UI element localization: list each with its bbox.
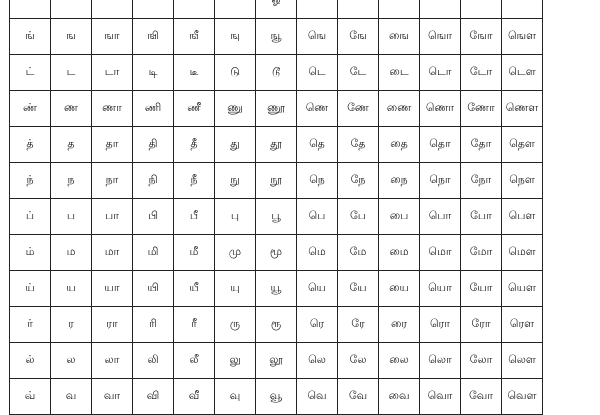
letter-cell	[174, 0, 215, 19]
letter-cell: மு	[215, 235, 256, 271]
letter-cell: மா	[92, 235, 133, 271]
letter-cell: லெ	[297, 343, 338, 379]
letter-cell: வீ	[174, 379, 215, 415]
letter-cell: யா	[92, 271, 133, 307]
letter-cell: ஙி	[133, 19, 174, 55]
letter-cell: வி	[133, 379, 174, 415]
letter-cell: டொ	[420, 55, 461, 91]
letter-cell: மொ	[420, 235, 461, 271]
letter-cell: யை	[379, 271, 420, 307]
letter-cell: யி	[133, 271, 174, 307]
letter-cell: மெ	[297, 235, 338, 271]
letter-cell: நா	[92, 163, 133, 199]
letter-cell: ணூ	[256, 91, 297, 127]
letter-cell: ரீ	[174, 307, 215, 343]
letter-cell: ட	[51, 55, 92, 91]
letter-cell: பா	[92, 199, 133, 235]
letter-cell: டெ	[297, 55, 338, 91]
letter-cell: தே	[338, 127, 379, 163]
letter-cell: ரு	[215, 307, 256, 343]
letter-cell: ஙா	[92, 19, 133, 55]
letter-cell: ப	[51, 199, 92, 235]
letter-grid-body	[10, 0, 543, 415]
letter-cell: ஙே	[338, 19, 379, 55]
letter-cell: லே	[338, 343, 379, 379]
letter-cell	[379, 0, 420, 19]
letter-cell: ஙௌ	[502, 19, 543, 55]
letter-cell: ணி	[133, 91, 174, 127]
letter-cell: டீ	[174, 55, 215, 91]
letter-cell: ஙெ	[297, 19, 338, 55]
letter-cell: லொ	[420, 343, 461, 379]
letter-cell: போ	[461, 199, 502, 235]
table-row	[10, 379, 543, 415]
letter-cell: நீ	[174, 163, 215, 199]
letter-cell: யூ	[256, 271, 297, 307]
table-row	[10, 199, 543, 235]
letter-cell: பெ	[297, 199, 338, 235]
table-row	[10, 55, 543, 91]
letter-cell: தி	[133, 127, 174, 163]
letter-cell: லை	[379, 343, 420, 379]
letter-cell: ங	[51, 19, 92, 55]
letter-cell: டு	[215, 55, 256, 91]
letter-cell: நூ	[256, 163, 297, 199]
letter-cell: யே	[338, 271, 379, 307]
letter-cell: மூ	[256, 235, 297, 271]
letter-cell: ல	[51, 343, 92, 379]
table-row	[10, 91, 543, 127]
letter-cell: ணோ	[461, 91, 502, 127]
letter-cell: வு	[215, 379, 256, 415]
letter-cell: வோ	[461, 379, 502, 415]
letter-cell: பீ	[174, 199, 215, 235]
letter-cell: மி	[133, 235, 174, 271]
letter-cell: டை	[379, 55, 420, 91]
letter-cell: ங்	[10, 19, 51, 55]
letter-cell: த்	[10, 127, 51, 163]
letter-cell: ப்	[10, 199, 51, 235]
letter-cell: ம்	[10, 235, 51, 271]
letter-cell: ணு	[215, 91, 256, 127]
letter-cell: ணௌ	[502, 91, 543, 127]
table-row	[10, 343, 543, 379]
letter-cell	[133, 0, 174, 19]
letter-cell: டௌ	[502, 55, 543, 91]
table-row	[10, 0, 543, 19]
table-row	[10, 19, 543, 55]
letter-cell: மீ	[174, 235, 215, 271]
letter-cell	[338, 0, 379, 19]
letter-cell: நி	[133, 163, 174, 199]
letter-cell: ணை	[379, 91, 420, 127]
letter-cell: ய	[51, 271, 92, 307]
letter-cell: ஙீ	[174, 19, 215, 55]
letter-cell: டா	[92, 55, 133, 91]
letter-cell: யீ	[174, 271, 215, 307]
letter-cell: ணே	[338, 91, 379, 127]
letter-cell: லூ	[256, 343, 297, 379]
letter-cell	[10, 0, 51, 19]
letter-cell: மே	[338, 235, 379, 271]
letter-cell	[92, 0, 133, 19]
letter-cell: ந	[51, 163, 92, 199]
letter-cell: பூ	[256, 199, 297, 235]
letter-cell: ஙை	[379, 19, 420, 55]
letter-cell	[215, 0, 256, 19]
letter-cell: ஙூ	[256, 19, 297, 55]
letter-cell	[256, 0, 297, 19]
letter-cell	[502, 0, 543, 19]
letter-cell: தூ	[256, 127, 297, 163]
letter-cell: நெ	[297, 163, 338, 199]
letter-cell: டி	[133, 55, 174, 91]
letter-cell: லு	[215, 343, 256, 379]
letter-cell: ண	[51, 91, 92, 127]
letter-cell: ரூ	[256, 307, 297, 343]
letter-cell: பி	[133, 199, 174, 235]
letter-cell: வ	[51, 379, 92, 415]
letter-cell: பே	[338, 199, 379, 235]
letter-cell: ஙு	[215, 19, 256, 55]
letter-cell: ர்	[10, 307, 51, 343]
letter-cell: வூ	[256, 379, 297, 415]
letter-cell: து	[215, 127, 256, 163]
letter-cell: பொ	[420, 199, 461, 235]
letter-cell: ணெ	[297, 91, 338, 127]
letter-cell: நொ	[420, 163, 461, 199]
letter-cell: ண்	[10, 91, 51, 127]
letter-cell: நோ	[461, 163, 502, 199]
table-row	[10, 307, 543, 343]
letter-cell: மோ	[461, 235, 502, 271]
letter-cell: லி	[133, 343, 174, 379]
letter-cell: லௌ	[502, 343, 543, 379]
letter-cell: வ்	[10, 379, 51, 415]
letter-cell: ரொ	[420, 307, 461, 343]
letter-cell: வா	[92, 379, 133, 415]
letter-cell: டோ	[461, 55, 502, 91]
letter-cell: ஙோ	[461, 19, 502, 55]
letter-cell: லோ	[461, 343, 502, 379]
letter-cell: தீ	[174, 127, 215, 163]
letter-cell: தோ	[461, 127, 502, 163]
letter-cell: வே	[338, 379, 379, 415]
letter-cell: டே	[338, 55, 379, 91]
letter-cell: ரோ	[461, 307, 502, 343]
table-row	[10, 127, 543, 163]
letter-cell: ணா	[92, 91, 133, 127]
letter-cell: வெ	[297, 379, 338, 415]
letter-cell: நே	[338, 163, 379, 199]
letter-cell: ர	[51, 307, 92, 343]
letter-cell: மௌ	[502, 235, 543, 271]
letter-cell: ரே	[338, 307, 379, 343]
letter-cell: ய்	[10, 271, 51, 307]
letter-cell: வொ	[420, 379, 461, 415]
letter-cell: தொ	[420, 127, 461, 163]
letter-cell: நௌ	[502, 163, 543, 199]
letter-cell: பை	[379, 199, 420, 235]
letter-cell: ணொ	[420, 91, 461, 127]
letter-cell: ரௌ	[502, 307, 543, 343]
letter-cell	[461, 0, 502, 19]
letter-cell: ஙொ	[420, 19, 461, 55]
table-row	[10, 163, 543, 199]
table-row	[10, 271, 543, 307]
letter-cell: லா	[92, 343, 133, 379]
letter-cell: பு	[215, 199, 256, 235]
letter-cell: ரா	[92, 307, 133, 343]
letter-cell: ரி	[133, 307, 174, 343]
letter-cell: யோ	[461, 271, 502, 307]
letter-cell: ந்	[10, 163, 51, 199]
letter-cell: பௌ	[502, 199, 543, 235]
letter-cell: ரை	[379, 307, 420, 343]
letter-cell: மை	[379, 235, 420, 271]
letter-cell: தெ	[297, 127, 338, 163]
letter-cell: யெ	[297, 271, 338, 307]
letter-cell: தை	[379, 127, 420, 163]
letter-cell: ணீ	[174, 91, 215, 127]
letter-cell: தா	[92, 127, 133, 163]
letter-cell: யௌ	[502, 271, 543, 307]
letter-cell: டூ	[256, 55, 297, 91]
table-row	[10, 235, 543, 271]
letter-cell: ல்	[10, 343, 51, 379]
letter-cell: நு	[215, 163, 256, 199]
letter-cell: தௌ	[502, 127, 543, 163]
letter-cell: ரெ	[297, 307, 338, 343]
letter-cell: ட்	[10, 55, 51, 91]
letter-grid	[9, 0, 543, 415]
letter-cell: நை	[379, 163, 420, 199]
letter-cell: வை	[379, 379, 420, 415]
letter-cell: லீ	[174, 343, 215, 379]
letter-cell: யொ	[420, 271, 461, 307]
letter-cell: வௌ	[502, 379, 543, 415]
letter-cell: த	[51, 127, 92, 163]
letter-cell	[51, 0, 92, 19]
letter-cell	[420, 0, 461, 19]
letter-cell: யு	[215, 271, 256, 307]
letter-cell	[297, 0, 338, 19]
letter-cell: ம	[51, 235, 92, 271]
